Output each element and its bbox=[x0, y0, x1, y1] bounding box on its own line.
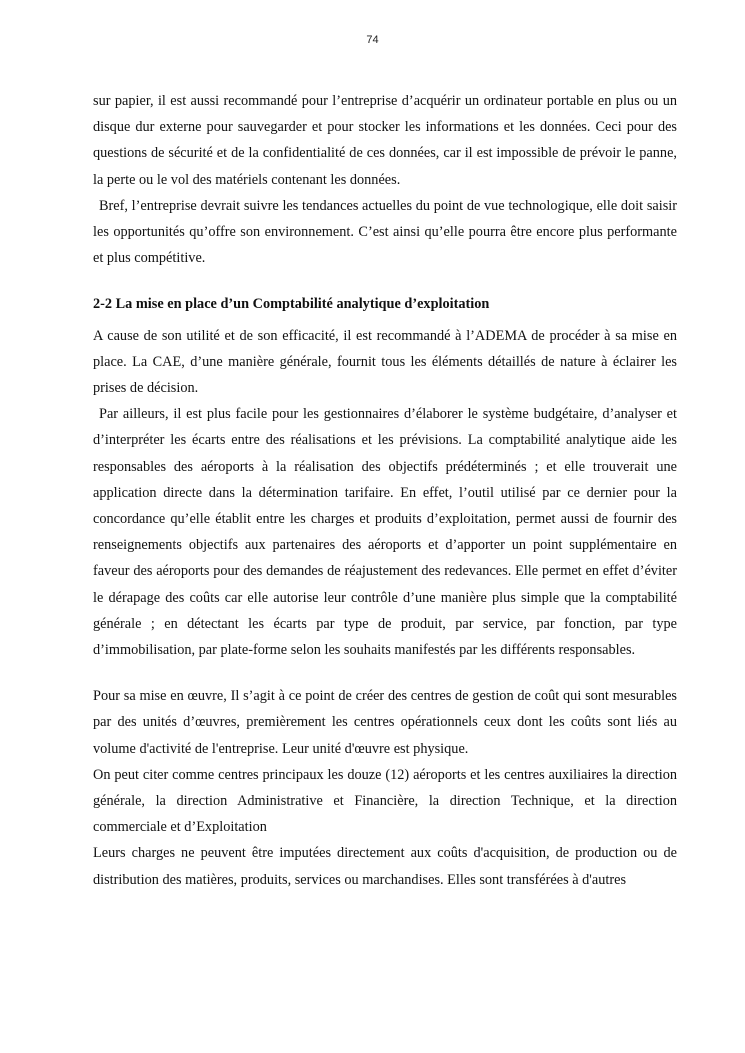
paragraph-budget-system: Par ailleurs, il est plus facile pour les gestionnaires d’élaborer le système budgétaire, d’analyser et d’interpréter les écarts entre des réalisations et les prévisions. La comptabilité analytique aide les responsables des aéroports à la réalisation des objectifs prédéterminés ; et elle trouverait une application directe dans la détermination tarifaire. En effet, l’outil utilisé par ce dernier pour la concordance qu’elle établit entre les charges et produits d’exploitation, permet aussi de fournir des renseignements objectifs aux partenaires des aéroports et d’apporter un point supplémentaire en faveur des aéroports pour des demandes de réajustement des redevances. Elle permet en effet d’éviter le dérapage des coûts car elle autorise leur contrôle d’une manière plus simple que la comptabilité générale ; en détectant les écarts par type de produit, par service, par fonction, par type d’immobilisation, par plate-forme selon les souhaits manifestés par les différents responsables. bbox=[93, 406, 677, 659]
paragraph-cae-utility: A cause de son utilité et de son efficacité, il est recommandé à l’ADEMA de procéder à sa mise en place. La CAE, d’une manière générale, fournit tous les éléments détaillés de nature à éclairer les prises de décision. bbox=[93, 327, 677, 397]
spacer bbox=[93, 271, 677, 291]
paragraph-charges: Leurs charges ne peuvent être imputées directement aux coûts d'acquisition, de production ou de distribution des matières, produits, services ou marchandises. Elles sont transférées à d'autres bbox=[93, 845, 677, 888]
spacer bbox=[93, 663, 677, 683]
paragraph-cost-centers: On peut citer comme centres principaux les douze (12) aéroports et les centres auxiliaires la direction générale, la direction Administrative et Financière, la direction Technique, et la direction commerciale et d’Exploitation bbox=[93, 766, 677, 836]
section-heading: 2-2 La mise en place d’un Comptabilité analytique d’exploitation bbox=[93, 296, 490, 313]
paragraph-technology-trends: Bref, l’entreprise devrait suivre les tendances actuelles du point de vue technologique, elle doit saisir les opportunités qu’offre son environnement. C’est ainsi qu’elle pourra être encore plus performante et plus compétitive. bbox=[93, 197, 677, 267]
paragraph-implementation: Pour sa mise en œuvre, Il s’agit à ce point de créer des centres de gestion de coût qui sont mesurables par des unités d’œuvres, premièrement les centres opérationnels ceux dont les coûts sont liés au volume d'activité de l'entreprise. Leur unité d'œuvre est physique. bbox=[93, 688, 677, 757]
page-number: 74 bbox=[366, 34, 379, 46]
page-content bbox=[93, 88, 677, 893]
paragraph-backup-recommendation: sur papier, il est aussi recommandé pour l’entreprise d’acquérir un ordinateur portable en plus ou un disque dur externe pour sauvegarder et pour stocker les informations et les données. Ceci pour des questions de sécurité et de la confidentialité de ces données, car il est impossible de prévoir le panne, la perte ou le vol des matériels contenant les données. bbox=[93, 93, 677, 188]
